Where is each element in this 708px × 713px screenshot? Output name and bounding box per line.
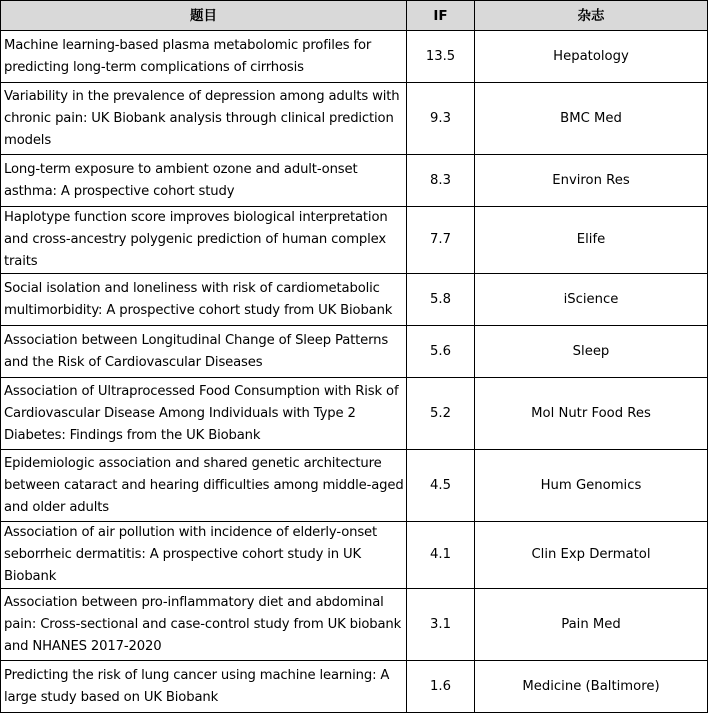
table-row (1, 31, 708, 83)
header-title: 题目 (1, 1, 407, 31)
table-row (1, 207, 708, 274)
if-cell: 1.6 (407, 661, 475, 713)
if-cell: 8.3 (407, 155, 475, 207)
title-cell: Association between Longitudinal Change of Sleep Patterns and the Risk of Cardiovascular Diseases (1, 326, 407, 378)
journal-cell: Mol Nutr Food Res (475, 378, 708, 450)
journal-cell: Hepatology (475, 31, 708, 83)
if-cell: 5.8 (407, 274, 475, 326)
header-if: IF (407, 1, 475, 31)
journal-cell: BMC Med (475, 83, 708, 155)
title-cell: Haplotype function score improves biological interpretation and cross-ancestry polygenic prediction of human complex traits (1, 207, 407, 274)
table-row (1, 589, 708, 661)
header-journal: 杂志 (475, 1, 708, 31)
table-header (1, 1, 708, 31)
title-cell: Association of air pollution with incidence of elderly-onset seborrheic dermatitis: A prospective cohort study in UK Biobank (1, 522, 407, 589)
table-row (1, 326, 708, 378)
table-row (1, 83, 708, 155)
table-row (1, 522, 708, 589)
title-cell: Variability in the prevalence of depression among adults with chronic pain: UK Biobank analysis through clinical prediction models (1, 83, 407, 155)
table-body (1, 31, 708, 713)
journal-cell: Hum Genomics (475, 450, 708, 522)
if-cell: 7.7 (407, 207, 475, 274)
title-cell: Epidemiologic association and shared genetic architecture between cataract and hearing difficulties among middle-aged and older adults (1, 450, 407, 522)
table-row (1, 274, 708, 326)
title-cell: Social isolation and loneliness with risk of cardiometabolic multimorbidity: A prospective cohort study from UK Biobank (1, 274, 407, 326)
table-row (1, 661, 708, 713)
header-row (1, 1, 708, 31)
if-cell: 3.1 (407, 589, 475, 661)
title-cell: Predicting the risk of lung cancer using machine learning: A large study based on UK Biobank (1, 661, 407, 713)
journal-cell: Elife (475, 207, 708, 274)
title-cell: Association between pro-inflammatory diet and abdominal pain: Cross-sectional and case-control study from UK biobank and NHANES 2017-2020 (1, 589, 407, 661)
journal-cell: Sleep (475, 326, 708, 378)
journal-cell: Environ Res (475, 155, 708, 207)
table-row (1, 155, 708, 207)
if-cell: 9.3 (407, 83, 475, 155)
if-cell: 5.2 (407, 378, 475, 450)
journal-cell: Pain Med (475, 589, 708, 661)
title-cell: Association of Ultraprocessed Food Consumption with Risk of Cardiovascular Disease Among Individuals with Type 2 Diabetes: Findings from the UK Biobank (1, 378, 407, 450)
if-cell: 13.5 (407, 31, 475, 83)
table-row (1, 378, 708, 450)
title-cell: Long-term exposure to ambient ozone and adult-onset asthma: A prospective cohort study (1, 155, 407, 207)
if-cell: 4.5 (407, 450, 475, 522)
if-cell: 4.1 (407, 522, 475, 589)
journal-cell: Clin Exp Dermatol (475, 522, 708, 589)
table-row (1, 450, 708, 522)
journal-cell: iScience (475, 274, 708, 326)
title-cell: Machine learning-based plasma metabolomic profiles for predicting long-term complications of cirrhosis (1, 31, 407, 83)
journal-cell: Medicine (Baltimore) (475, 661, 708, 713)
if-cell: 5.6 (407, 326, 475, 378)
